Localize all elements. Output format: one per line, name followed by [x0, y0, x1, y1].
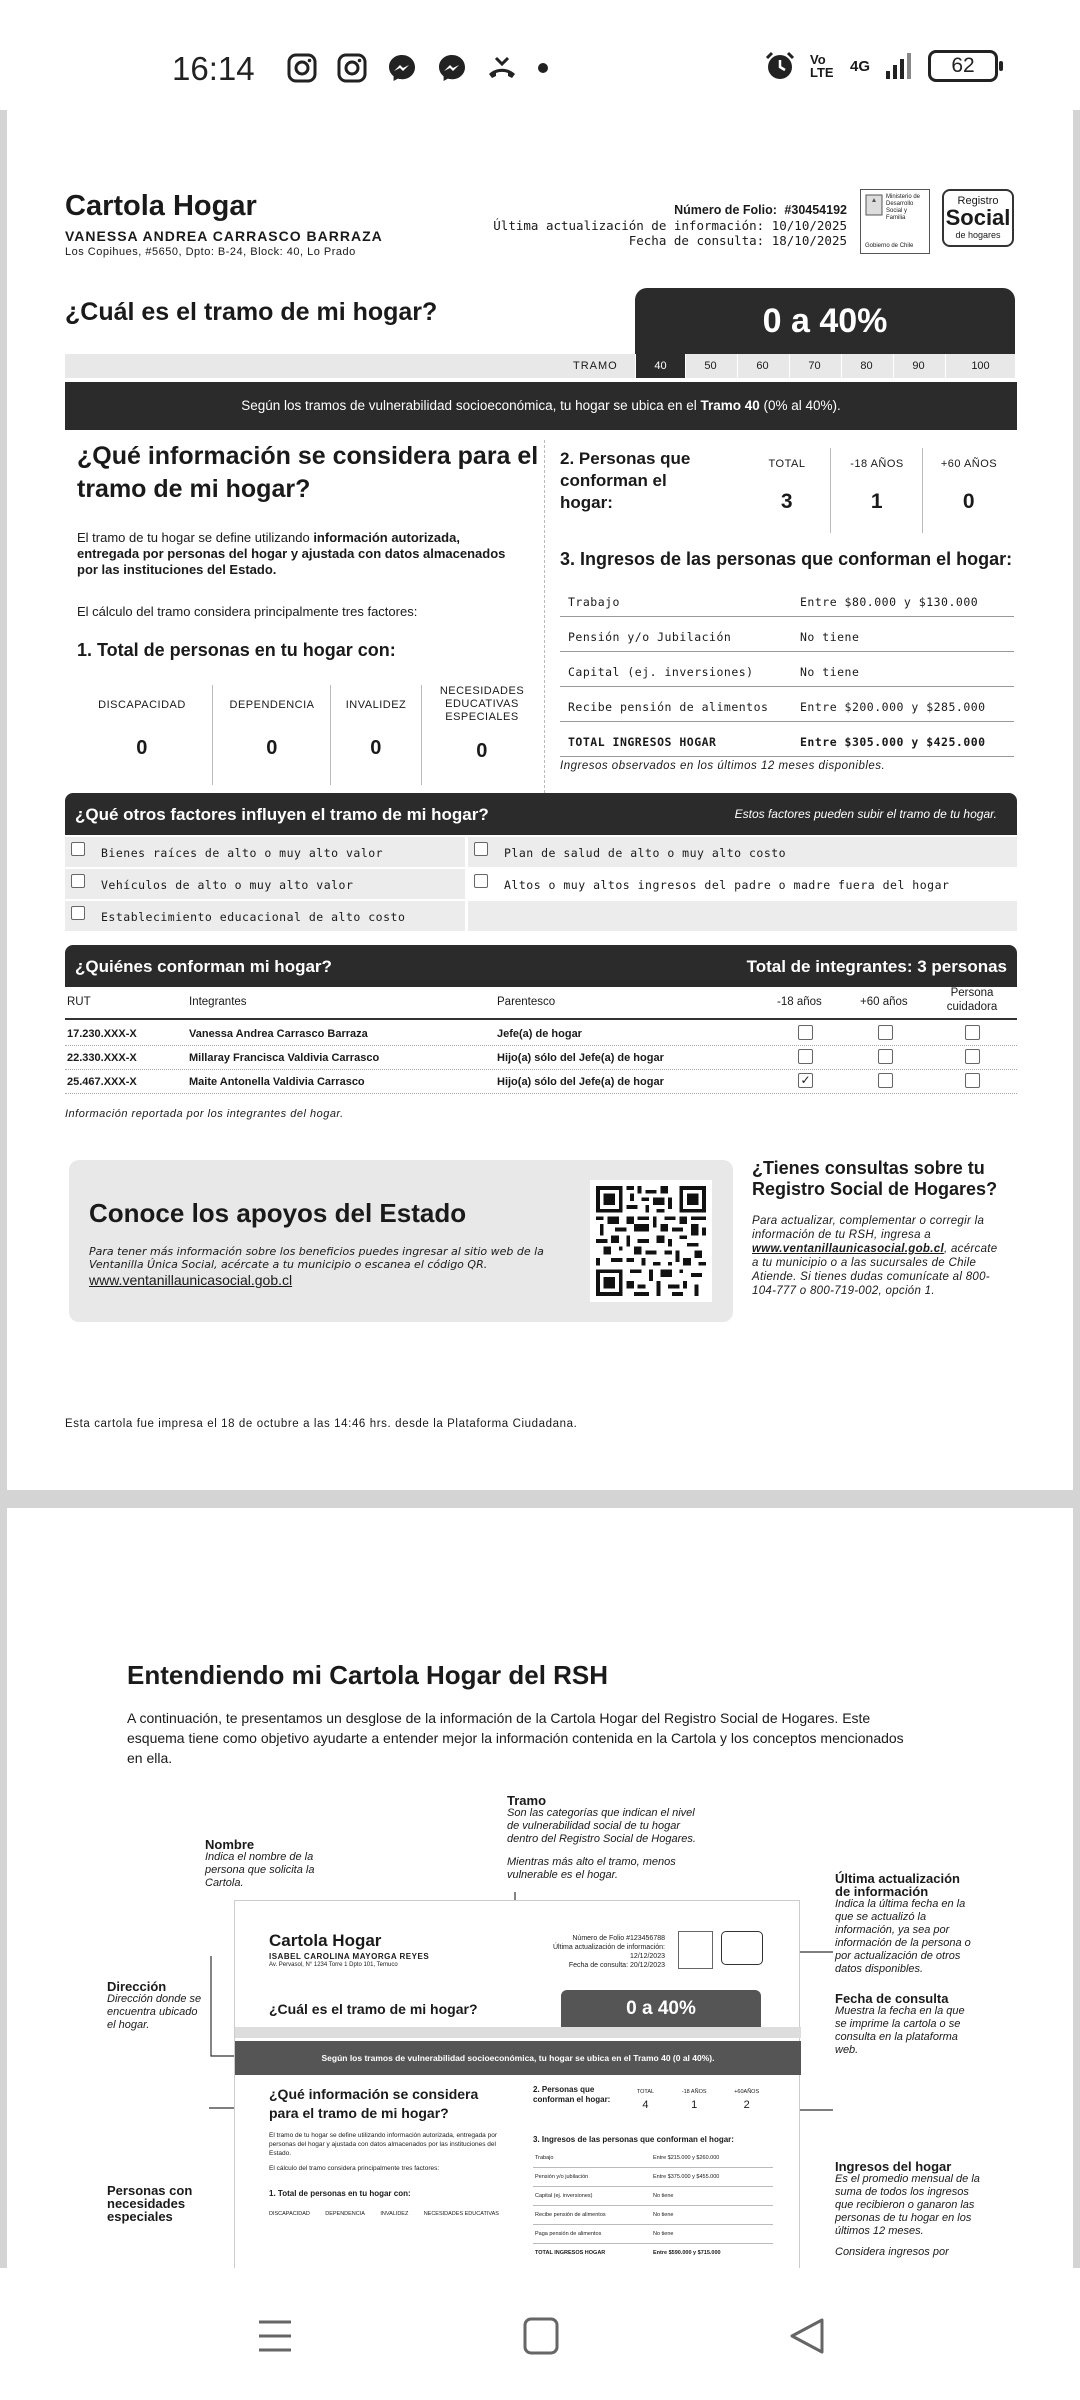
personas-label: -18 AÑOS [850, 458, 904, 470]
tramo-summary-band [65, 382, 1017, 430]
member-parentesco: Hijo(a) sólo del Jefe(a) de hogar [497, 1052, 664, 1064]
ingreso-value: No tiene [800, 630, 860, 644]
clock: 16:14 [172, 50, 255, 87]
tramo-scale [65, 354, 1015, 378]
mini-ingreso-label: Capital (ej. inversiones) [535, 2193, 593, 2199]
tramo-question: ¿Cuál es el tramo de mi hogar? [65, 298, 438, 326]
mini-ingreso-label: TOTAL INGRESOS HOGAR [535, 2250, 606, 2256]
mini-personas-value: 4 [642, 2099, 649, 2111]
mini-ingresos-table [533, 2149, 773, 2263]
tramo-value: 60 [737, 354, 787, 378]
integrantes-total: Total de integrantes: 3 personas [746, 957, 1007, 976]
checkbox-mayor [878, 1073, 893, 1088]
integrante-row [65, 1070, 1017, 1094]
checkbox-mayor [878, 1025, 893, 1040]
consultas-description [752, 1214, 1002, 1298]
mini-ingreso-value: Entre $215.000 y $260.000 [653, 2155, 720, 2161]
member-rut: 25.467.XXX-X [67, 1076, 137, 1088]
mini-ingreso-label: Trabajo [535, 2155, 554, 2161]
pdf-viewer[interactable] [0, 110, 1080, 2268]
ingresos-table [560, 582, 1014, 757]
mini-folio-block [525, 1934, 665, 1970]
tramo-value: 40 [635, 354, 685, 378]
member-name: Maite Antonella Valdivia Carrasco [189, 1076, 365, 1088]
personas-menores [832, 458, 922, 514]
otros-title: ¿Qué otros factores influyen el tramo de mi hogar? [75, 805, 489, 824]
messenger-icon [436, 52, 468, 84]
print-footer: Esta cartola fue impresa el 18 de octubre a las 14:46 hrs. desde la Plataforma Ciudadana. [65, 1418, 578, 1430]
ingreso-row [560, 617, 1014, 652]
ingreso-label: Trabajo [568, 595, 620, 609]
divider [421, 685, 422, 785]
tramo-value: 50 [685, 354, 735, 378]
mini-personas-value: 2 [743, 2099, 750, 2111]
annotation-text: Muestra la fecha en la que se imprime la cartola o se consulta en la plataforma web. [835, 2005, 965, 2056]
mini-consulta: Fecha de consulta: 20/12/2023 [568, 1962, 665, 1969]
ingreso-value: No tiene [800, 665, 860, 679]
tramo-value: 70 [789, 354, 839, 378]
band-text: Según los tramos de vulnerabilidad socioeconómica, tu hogar se ubica en el [241, 398, 701, 413]
network-label: 4G [849, 57, 870, 75]
member-name: Millaray Francisca Valdivia Carrasco [189, 1052, 380, 1064]
ingreso-row [560, 652, 1014, 687]
integrante-row [65, 1046, 1017, 1070]
annotation-text: Mientras más alto el tramo, menos vulnerable es el hogar. [507, 1856, 676, 1881]
mini-ingreso-label: Recibe pensión de alimentos [535, 2212, 606, 2218]
personas-mayores [924, 458, 1014, 514]
mini-ingreso-value: No tiene [653, 2212, 674, 2218]
mini-rsh-logo [721, 1931, 763, 1965]
annotation-title: Nombre [205, 1837, 255, 1852]
personas-value: 3 [780, 490, 794, 513]
mini-info-question: ¿Qué información se considera para el tramo de mi hogar? [269, 2086, 479, 2121]
annotation-title: Última actualización de información [835, 1871, 960, 1899]
factor-value: 0 [370, 737, 382, 759]
qr-code[interactable] [590, 1180, 712, 1302]
factor-invalidez [333, 685, 419, 785]
holder-address: Los Copihues, #5650, Dpto: B-24, Block: 40, Lo Prado [65, 246, 356, 258]
col-menores: -18 años [777, 996, 822, 1008]
annotation-text: Considera ingresos por [835, 2246, 949, 2258]
mini-ingreso-value: No tiene [653, 2193, 674, 2199]
mini-personas-value: 1 [691, 2099, 698, 2111]
member-parentesco: Hijo(a) sólo del Jefe(a) de hogar [497, 1076, 664, 1088]
annotation-title: Fecha de consulta [835, 1991, 949, 2006]
mini-ingreso-label: Pensión y/o jubilación [535, 2174, 589, 2180]
tramo-range: 0 a 40% [635, 288, 1015, 354]
ingreso-value: Entre $200.000 y $285.000 [800, 700, 986, 714]
annotation-title: Dirección [107, 1979, 167, 1994]
info-description [77, 530, 517, 578]
checkbox-menor [798, 1025, 813, 1040]
apoyos-title: Conoce los apoyos del Estado [89, 1198, 467, 1228]
col-parentesco: Parentesco [497, 996, 556, 1008]
otros-note: Estos factores pueden subir el tramo de tu hogar. [734, 807, 997, 821]
tramo-label: TRAMO [573, 360, 618, 372]
recent-apps-icon[interactable] [255, 2316, 295, 2356]
rsh-logo-top: Registro [957, 195, 999, 207]
factor-checkbox-item [65, 869, 465, 899]
empty-cell [468, 901, 1017, 931]
annotation-title: Tramo [507, 1793, 547, 1808]
ministry-name: Ministerio de Desarrollo Social y Familia [886, 194, 921, 221]
checkbox [474, 842, 488, 856]
status-bar [0, 0, 1080, 110]
messenger-icon [386, 52, 418, 84]
ingreso-row [560, 687, 1014, 722]
mini-personas-label: +60AÑOS [734, 2089, 760, 2095]
ingreso-value: Entre $80.000 y $130.000 [800, 595, 979, 609]
alarm-icon [764, 50, 796, 82]
factor-checkbox-item [65, 901, 465, 931]
ingreso-label: Pensión y/o Jubilación [568, 630, 732, 644]
band-text-bold: Tramo 40 [700, 398, 760, 413]
battery-level: 62 [951, 54, 975, 77]
mini-ingreso-row [533, 2187, 773, 2206]
ingreso-label: Recibe pensión de alimentos [568, 700, 769, 714]
update-date: 10/10/2025 [771, 218, 847, 233]
signal-icon [884, 51, 914, 81]
ingreso-value: Entre $305.000 y $425.000 [800, 735, 986, 749]
desc-bold: información autorizada, entregada por personas del hogar y ajustada con datos almacenados por las instituciones del Estado. [77, 530, 506, 577]
folio-label: Número de Folio: [674, 203, 777, 217]
mini-ingreso-value: Entre $375.000 y $455.000 [653, 2174, 720, 2180]
mini-ingreso-label: Paga pensión de alimentos [535, 2231, 602, 2237]
band-text-end: (0% al 40%). [759, 398, 841, 413]
mini-factor-label: INVALIDEZ [380, 2211, 409, 2217]
factor-counts [77, 685, 537, 785]
ingresos-heading: 3. Ingresos de las personas que conforman el hogar: [560, 549, 1013, 569]
mini-personas-heading: 2. Personas que conforman el hogar: [533, 2085, 611, 2104]
mini-factor-label: DISCAPACIDAD [269, 2211, 310, 2217]
integrantes-title: ¿Quiénes conforman mi hogar? [75, 957, 332, 976]
consultas-text: Para actualizar, complementar o corregir la información de tu RSH, ingresa a [752, 1215, 985, 1241]
coat-of-arms-icon [865, 194, 883, 216]
consultas-link[interactable]: www.ventanillaunicasocial.gob.cl [752, 1243, 944, 1255]
consultas-title: ¿Tienes consultas sobre tu Registro Social de Hogares? [752, 1158, 998, 1199]
member-rut: 17.230.XXX-X [67, 1028, 137, 1040]
info-question: ¿Qué información se considera para el tramo de mi hogar? [77, 442, 539, 503]
ingreso-label: TOTAL INGRESOS HOGAR [568, 735, 717, 749]
mini-ingreso-row [533, 2168, 773, 2187]
consulta-date: 18/10/2025 [771, 233, 847, 248]
checkbox-cuidador [965, 1073, 980, 1088]
personas-heading: 2. Personas que conforman el hogar: [560, 449, 691, 512]
mini-ingreso-value: No tiene [653, 2231, 674, 2237]
qr-code-image [596, 1186, 706, 1296]
divider [212, 685, 213, 785]
desc-text: El tramo de tu hogar se define utilizando [77, 530, 314, 545]
mini-update: Última actualización de información: 12/12/2023 [552, 1944, 665, 1960]
tramo-value: 100 [945, 354, 1015, 378]
annotation-title: Personas con necesidades especiales [107, 2183, 193, 2224]
mini-personas-label: -18 AÑOS [681, 2089, 707, 2095]
instagram-icon [336, 52, 368, 84]
guide-title: Entendiendo mi Cartola Hogar del RSH [127, 1660, 609, 1690]
checkbox [71, 874, 85, 888]
mini-ministry-logo [678, 1931, 713, 1969]
update-label: Última actualización de información: [493, 218, 765, 233]
rsh-logo [942, 189, 1014, 247]
annotation-text: Indica la última fecha en la que se actualizó la información, ya sea por información de la persona o por actualización de otros datos disponibles. [835, 1898, 971, 1975]
mini-ingreso-row [533, 2206, 773, 2225]
mini-personas-col [682, 2089, 707, 2111]
mini-address: Av. Pervasol, N° 1234 Torre 1 Dpto 101, Temuco [269, 1962, 398, 1968]
checkbox-menor: ✓ [798, 1073, 813, 1088]
factor-label: DEPENDENCIA [229, 699, 315, 711]
personas-counts [742, 448, 1014, 548]
mini-ingresos-heading: 3. Ingresos de las personas que conforman el hogar: [533, 2135, 734, 2144]
tramo-value: 90 [893, 354, 943, 378]
col-mayores: +60 años [860, 996, 908, 1008]
annotation-text: Son las categorías que indican el nivel de vulnerabilidad social de tu hogar dentro del Registro Social de Hogares. [507, 1807, 696, 1845]
pdf-page-2 [7, 1508, 1073, 2268]
factor-text: Establecimiento educacional de alto costo [101, 910, 406, 924]
annotation-text: Dirección donde se encuentra ubicado el hogar. [107, 1993, 202, 2031]
divider [330, 685, 331, 785]
mini-personas [623, 2089, 773, 2111]
personas-value: 1 [870, 490, 884, 513]
mini-personas-col [734, 2089, 759, 2111]
guide-description: A continuación, te presentamos un desglose de la información de la Cartola Hogar del Registro Social de Hogares. Este esquema tiene como objetivo ayudarte a entender mejor la información contenida en la Cartola y los conceptos mencionados en ella. [127, 1710, 904, 1766]
mini-ingreso-row [533, 2225, 773, 2244]
personas-total [742, 458, 832, 514]
more-notifications-icon [536, 61, 550, 75]
instagram-icon [286, 52, 318, 84]
mini-personas-col [637, 2089, 654, 2111]
consultas-text-end: , acércate a tu municipio o a las sucursales de Chile Atiende. Si tienes dudas comunícate al 800-104-777 o 800-719-002, opción 1. [752, 1243, 998, 1297]
checkbox-menor [798, 1049, 813, 1064]
mini-factor-label: NECESIDADES EDUCATIVAS [423, 2211, 499, 2217]
personas-label: TOTAL [768, 458, 806, 470]
mini-title: Cartola Hogar [269, 1931, 382, 1950]
mini-name: ISABEL CAROLINA MAYORGA REYES [269, 1952, 430, 1961]
mini-range: 0 a 40% [561, 1990, 761, 2027]
checkbox-cuidador [965, 1025, 980, 1040]
tramo-value: 80 [841, 354, 891, 378]
member-name: Vanessa Andrea Carrasco Barraza [189, 1028, 368, 1040]
annotation-title: Ingresos del hogar [835, 2159, 952, 2174]
factor-discapacidad [77, 685, 207, 785]
checkbox [71, 842, 85, 856]
personas-value: 0 [962, 490, 976, 513]
factor-value: 0 [476, 740, 488, 762]
integrantes-table-header [65, 988, 1017, 1020]
mini-ingreso-value: Entre $590.000 y $715.000 [653, 2250, 721, 2256]
ingreso-total-row [560, 722, 1014, 757]
mini-total-heading: 1. Total de personas en tu hogar con: [269, 2189, 411, 2198]
annotation-text: Indica el nombre de la persona que solicita la Cartola. [205, 1851, 315, 1889]
mini-tramo-scale [235, 2027, 801, 2038]
checkbox-mayor [878, 1049, 893, 1064]
mini-folio: Número de Folio #123456788 [572, 1935, 665, 1942]
checkbox [71, 906, 85, 920]
factor-checkbox-item [65, 837, 465, 867]
rsh-logo-big: Social [945, 205, 1011, 230]
battery-indicator [928, 50, 998, 82]
factor-value: 0 [266, 737, 278, 759]
factor-text: Plan de salud de alto o muy alto costo [504, 846, 787, 860]
factor-nee [427, 685, 537, 785]
divider [830, 448, 831, 533]
volte-icon: Vo LTE [809, 52, 834, 80]
mini-ingreso-row [533, 2244, 773, 2263]
factor-text: Altos o muy altos ingresos del padre o madre fuera del hogar [504, 878, 950, 892]
mini-personas-label: TOTAL [636, 2089, 655, 2095]
ingreso-row [560, 582, 1014, 617]
apoyos-description: Para tener más información sobre los beneficios puedes ingresar al sitio web de la Ventanilla Única Social, acércate a tu municipio o escanea el código QR. [89, 1245, 544, 1271]
mini-factor-label: DEPENDENCIA [325, 2211, 365, 2217]
integrante-row [65, 1022, 1017, 1046]
member-parentesco: Jefe(a) de hogar [497, 1028, 582, 1040]
missed-call-icon [486, 52, 518, 84]
back-icon[interactable] [788, 2316, 826, 2356]
mini-tramo-question: ¿Cuál es el tramo de mi hogar? [269, 2001, 478, 2017]
ministry-logo [860, 189, 930, 254]
factor-text: Vehículos de alto o muy alto valor [101, 878, 354, 892]
mini-cartola-example [234, 1900, 800, 2268]
factor-label: INVALIDEZ [345, 699, 407, 711]
factor-value: 0 [136, 737, 148, 759]
page-title: Cartola Hogar [65, 190, 257, 222]
folio-number: #30454192 [784, 203, 847, 217]
ingreso-label: Capital (ej. inversiones) [568, 665, 754, 679]
divider [922, 448, 923, 533]
system-icons [764, 50, 998, 82]
home-icon[interactable] [522, 2316, 560, 2356]
holder-name: VANESSA ANDREA CARRASCO BARRAZA [65, 228, 383, 244]
column-divider [544, 440, 545, 798]
factors-intro: El cálculo del tramo considera principalmente tres factores: [77, 604, 418, 619]
navigation-bar [0, 2268, 1080, 2400]
ingresos-note: Ingresos observados en los últimos 12 meses disponibles. [560, 760, 886, 772]
col-rut: RUT [67, 996, 91, 1008]
factor-text: Bienes raíces de alto o muy alto valor [101, 846, 384, 860]
pdf-page-1 [7, 110, 1073, 1490]
col-cuidadora: Persona cuidadora [946, 987, 998, 1013]
gobierno-label: Gobierno de Chile [865, 243, 914, 249]
mini-factors [269, 2211, 499, 2217]
mini-band: Según los tramos de vulnerabilidad socioeconómica, tu hogar se ubica en el Tramo 40 (0 al 40%). [235, 2041, 801, 2075]
annotation-text: Es el promedio mensual de la suma de todos los ingresos que recibieron o ganaron las personas de tu hogar en los últimos 12 meses. [835, 2173, 980, 2237]
col-integrantes: Integrantes [189, 996, 247, 1008]
factor-dependencia [217, 685, 327, 785]
mini-desc2: El cálculo del tramo considera principalmente tres factores: [269, 2165, 440, 2172]
rsh-logo-bottom: de hogares [955, 230, 1001, 240]
checkbox-cuidador [965, 1049, 980, 1064]
consulta-label: Fecha de consulta: [628, 233, 765, 248]
member-rut: 22.330.XXX-X [67, 1052, 137, 1064]
mini-ingreso-row [533, 2149, 773, 2168]
factor-label: NECESIDADES EDUCATIVAS ESPECIALES [439, 685, 525, 723]
total-personas-heading: 1. Total de personas en tu hogar con: [77, 640, 396, 660]
notification-icons [286, 52, 550, 84]
factor-checkbox-item [468, 869, 1017, 899]
apoyos-link[interactable]: www.ventanillaunicasocial.gob.cl [89, 1272, 293, 1288]
factor-label: DISCAPACIDAD [98, 699, 186, 711]
integrantes-note: Información reportada por los integrantes del hogar. [65, 1108, 344, 1120]
personas-label: +60 AÑOS [940, 458, 998, 470]
checkbox [474, 874, 488, 888]
mini-desc: El tramo de tu hogar se define utilizando información autorizada, entregada por personas del hogar y ajustada con datos almacenados por las instituciones del Estado. [269, 2132, 498, 2157]
factor-checkbox-item [468, 837, 1017, 867]
folio-block [493, 202, 847, 248]
integrantes-header [65, 945, 1017, 987]
otros-factores-header [65, 793, 1017, 835]
